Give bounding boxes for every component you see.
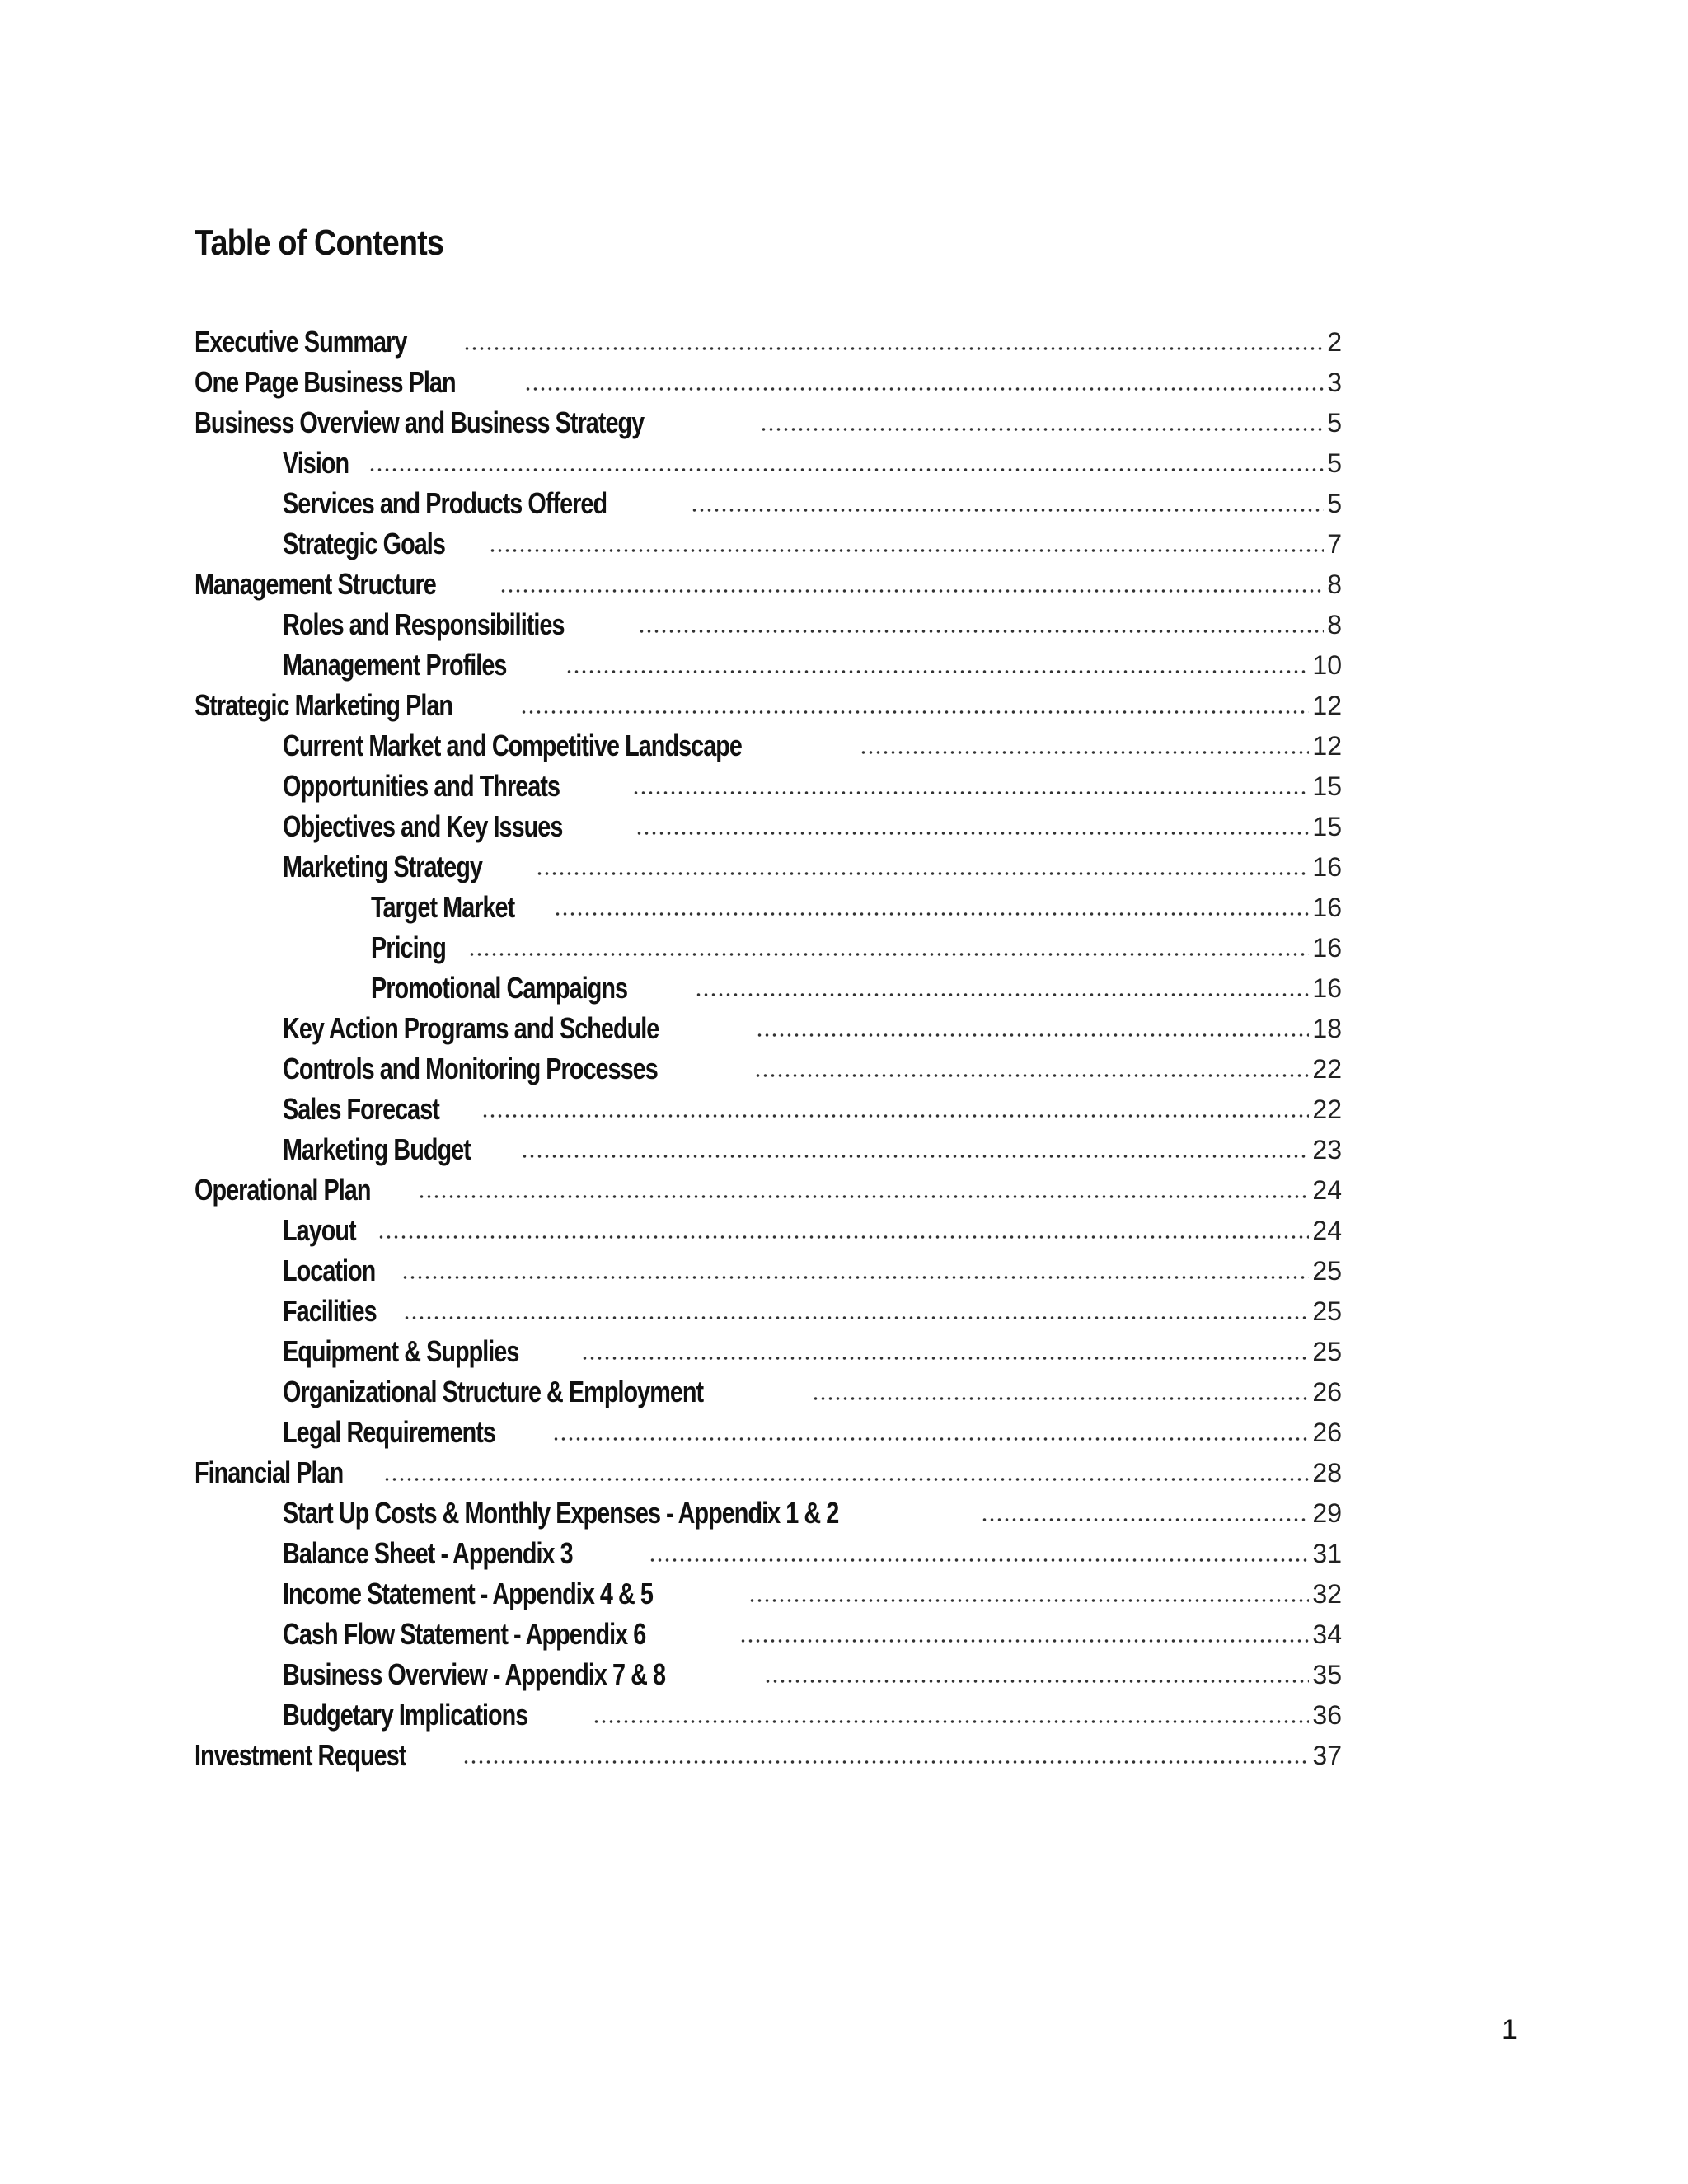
dot-leader [632,789,1309,797]
toc-entry-title: Budgetary Implications [283,1697,531,1733]
toc-entry[interactable] [195,1006,1342,1047]
dot-leader [499,587,1324,595]
toc-entry-title: Current Market and Competitive Landscape [283,728,744,764]
toc-entry-title: Opportunities and Threats [283,768,562,804]
toc-entry[interactable] [195,1652,1342,1693]
toc-entry[interactable] [195,1047,1342,1087]
toc-entry-title: Facilities [283,1293,379,1329]
toc-entry[interactable] [195,1410,1342,1451]
toc-entry-title: Management Profiles [283,647,509,683]
toc-entry-page: 26 [1312,1377,1342,1407]
toc-entry-page: 15 [1312,812,1342,841]
toc-entry-page: 23 [1312,1135,1342,1165]
toc-entry-page: 5 [1327,448,1342,478]
dot-leader [764,1677,1309,1685]
dot-leader [649,1556,1310,1564]
dot-leader [520,708,1309,716]
dot-leader [463,344,1324,353]
toc-entry-page: 29 [1312,1498,1342,1528]
toc-entry-page: 22 [1312,1094,1342,1124]
toc-entry-title: Objectives and Key Issues [283,808,565,845]
toc-entry-page: 16 [1312,893,1342,922]
toc-entry-title: Organizational Structure & Employment [283,1374,706,1410]
toc-entry[interactable] [195,1572,1342,1612]
toc-entry-page: 18 [1312,1014,1342,1043]
dot-leader [860,748,1309,757]
toc-entry-title: Income Statement - Appendix 4 & 5 [283,1576,655,1612]
toc-entry-page: 16 [1312,933,1342,963]
toc-entry-title: One Page Business Plan [195,364,458,401]
toc-entry[interactable] [195,1491,1342,1531]
toc-entry-title: Marketing Budget [283,1132,473,1168]
toc-entry[interactable] [195,1289,1342,1329]
dot-leader [638,627,1324,635]
toc-entry-title: Marketing Strategy [283,849,485,885]
dot-leader [593,1718,1310,1726]
toc-entry[interactable] [195,643,1342,683]
dot-leader [635,829,1309,837]
toc-entry[interactable] [195,1249,1342,1289]
toc-entry[interactable] [195,804,1342,845]
dot-leader [756,1031,1309,1039]
toc-entry[interactable] [195,966,1342,1006]
toc-entry[interactable] [195,562,1342,602]
toc-entry[interactable] [195,441,1342,481]
toc-entry[interactable] [195,1733,1342,1774]
dot-leader [489,546,1324,555]
toc-entry-title: Cash Flow Statement - Appendix 6 [283,1616,648,1652]
toc-entry-page: 7 [1327,529,1342,559]
dot-leader [368,466,1324,474]
toc-entry[interactable] [195,1329,1342,1370]
toc-entry[interactable] [195,1168,1342,1208]
dot-leader [554,910,1310,918]
toc-entry[interactable] [195,320,1342,360]
dot-leader [695,991,1310,999]
toc-entry[interactable] [195,1451,1342,1491]
toc-entry-page: 26 [1312,1418,1342,1447]
toc-entry-title: Operational Plan [195,1172,373,1208]
toc-entry-page: 3 [1327,368,1342,397]
toc-entry-title: Executive Summary [195,324,410,360]
toc-entry-page: 10 [1312,650,1342,680]
dot-leader [981,1516,1310,1524]
toc-entry-title: Layout [283,1212,359,1249]
dot-leader [403,1314,1309,1322]
toc-entry-page: 5 [1327,408,1342,438]
toc-entry[interactable] [195,1531,1342,1572]
toc-entry-page: 35 [1312,1660,1342,1690]
toc-entry-page: 15 [1312,771,1342,801]
toc-entry[interactable] [195,1127,1342,1168]
dot-leader [401,1273,1309,1282]
toc-entry-page: 25 [1312,1296,1342,1326]
dot-leader [581,1354,1309,1362]
toc-entry-title: Start Up Costs & Monthly Expenses - Appendix 1 & 2 [283,1495,841,1531]
dot-leader [812,1394,1310,1403]
toc-entry[interactable] [195,764,1342,804]
dot-leader [383,1475,1309,1483]
toc-entry-page: 36 [1312,1700,1342,1730]
toc-entry-title: Sales Forecast [283,1091,442,1127]
toc-entry-page: 28 [1312,1458,1342,1488]
toc-entry-page: 5 [1327,489,1342,518]
toc-entry[interactable] [195,1612,1342,1652]
toc-entry-page: 12 [1312,691,1342,720]
dot-leader [754,1071,1309,1080]
toc-entry-title: Pricing [371,930,448,966]
dot-leader [552,1435,1310,1443]
toc-entry-title: Balance Sheet - Appendix 3 [283,1535,575,1572]
dot-leader [760,425,1325,434]
dot-leader [739,1637,1309,1645]
toc-entry[interactable] [195,1370,1342,1410]
toc-entry-title: Legal Requirements [283,1414,498,1451]
toc-entry[interactable] [195,1208,1342,1249]
toc-entry-page: 31 [1312,1539,1342,1568]
toc-entry-title: Strategic Marketing Plan [195,687,455,724]
toc-entry-title: Financial Plan [195,1455,345,1491]
toc-entry[interactable] [195,724,1342,764]
toc-entry-page: 25 [1312,1337,1342,1366]
toc-entry-page: 32 [1312,1579,1342,1609]
toc-entry[interactable] [195,602,1342,643]
page-number: 1 [1502,2014,1517,2046]
toc-entry-title: Key Action Programs and Schedule [283,1010,662,1047]
toc-entry[interactable] [195,1087,1342,1127]
dot-leader [462,1758,1310,1766]
toc-entry-page: 8 [1327,569,1342,599]
toc-entry-title: Management Structure [195,566,438,602]
toc-entry-title: Business Overview - Appendix 7 & 8 [283,1657,668,1693]
toc-entry-title: Promotional Campaigns [371,970,630,1006]
dot-leader [524,385,1324,393]
dot-leader [748,1596,1309,1605]
toc-entry[interactable] [195,845,1342,885]
dot-leader [521,1152,1310,1160]
toc-entry[interactable] [195,885,1342,926]
toc-entry[interactable] [195,522,1342,562]
dot-leader [418,1193,1310,1201]
toc-heading: Table of Contents [195,223,444,263]
toc-entry[interactable] [195,683,1342,724]
toc-entry[interactable] [195,481,1342,522]
toc-entry-page: 8 [1327,610,1342,640]
toc-entry-page: 37 [1312,1741,1342,1770]
toc-entry-page: 16 [1312,973,1342,1003]
toc-entry-page: 25 [1312,1256,1342,1286]
toc-entry-title: Location [283,1253,378,1289]
toc-entry-page: 34 [1312,1619,1342,1649]
toc-entry-page: 16 [1312,852,1342,882]
toc-entry-title: Roles and Responsibilities [283,607,567,643]
toc-entry-page: 24 [1312,1175,1342,1205]
dot-leader [691,506,1324,514]
toc-entry-title: Business Overview and Business Strategy [195,405,646,441]
dot-leader [565,668,1309,676]
toc-entry-title: Investment Request [195,1737,409,1774]
toc-entry-title: Controls and Monitoring Processes [283,1051,660,1087]
toc-entry-page: 22 [1312,1054,1342,1084]
toc-entry-page: 2 [1327,327,1342,357]
toc-entry-page: 24 [1312,1216,1342,1245]
toc-entry[interactable] [195,1693,1342,1733]
toc-entry-title: Target Market [371,889,517,926]
toc-entry[interactable] [195,926,1342,966]
toc-entry[interactable] [195,401,1342,441]
toc-entry-title: Strategic Goals [283,526,448,562]
toc-entry-title: Services and Products Offered [283,485,609,522]
dot-leader [481,1112,1309,1120]
dot-leader [468,950,1310,958]
dot-leader [536,869,1310,878]
dot-leader [377,1233,1310,1241]
toc-entry-title: Equipment & Supplies [283,1333,522,1370]
toc-entry[interactable] [195,360,1342,401]
toc-entry-page: 12 [1312,731,1342,761]
toc-entry-title: Vision [283,445,351,481]
table-of-contents [195,320,1342,1774]
